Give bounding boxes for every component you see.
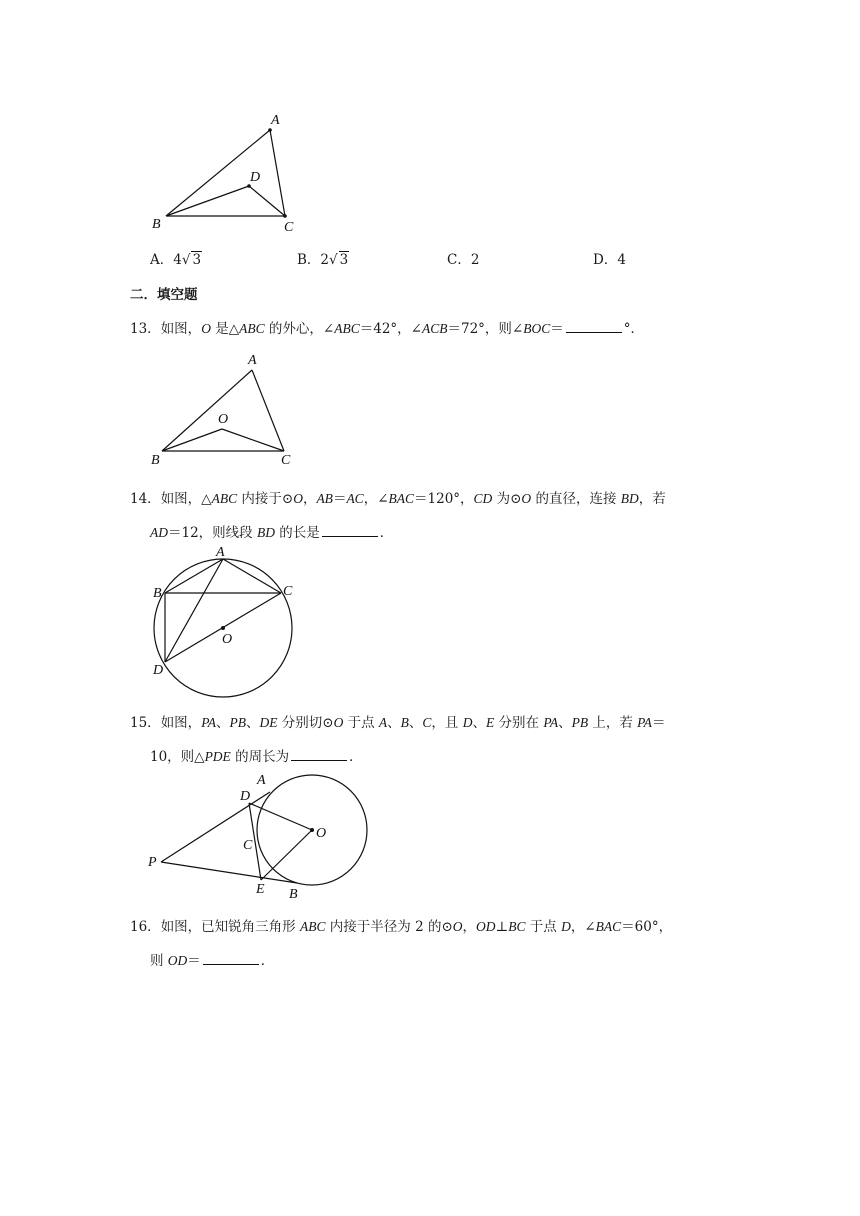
label-D: D [240, 789, 251, 804]
question-14-line-2: AD＝12，则线段 BD 的长是 ． [150, 525, 394, 541]
question-14-figure [148, 545, 308, 700]
question-15-figure [145, 770, 375, 905]
option-c[interactable]: C．2 [447, 252, 480, 268]
label-B: B [151, 453, 160, 468]
label-A: A [257, 773, 266, 788]
label-B: B [289, 887, 298, 902]
question-13-text: 13．如图，O 是△ABC 的外心，∠ABC＝42°，∠ACB＝72°，则∠BOC＝ °． [130, 321, 644, 337]
question-13-figure [148, 350, 308, 470]
question-14-line-1: 14．如图，△ABC 内接于⊙O，AB＝AC，∠BAC＝120°，CD 为⊙O 的直径，连接 BD，若 [130, 491, 666, 507]
option-d[interactable]: D．4 [593, 252, 626, 268]
label-A: A [248, 353, 257, 368]
label-O: O [218, 412, 229, 427]
answer-blank-15[interactable] [291, 748, 347, 761]
question-16-line-2: 则 OD＝ ． [150, 953, 275, 969]
label-O: O [316, 826, 327, 841]
option-a[interactable]: A．4√ 3 [150, 252, 202, 268]
label-B: B [152, 217, 161, 232]
answer-blank-16[interactable] [203, 952, 259, 965]
label-C: C [283, 584, 293, 599]
question-15-line-2: 10，则△PDE 的周长为 ． [150, 749, 363, 765]
label-D: D [250, 170, 261, 185]
label-C: C [281, 453, 291, 468]
label-A: A [271, 113, 280, 128]
answer-blank-13[interactable] [566, 320, 622, 333]
label-D: D [153, 663, 164, 678]
option-b[interactable]: B．2√ 3 [297, 252, 349, 268]
section-title: 二．填空题 [130, 287, 198, 303]
label-E: E [256, 882, 265, 897]
label-A: A [216, 545, 225, 560]
answer-blank-14[interactable] [322, 524, 378, 537]
label-O: O [222, 632, 233, 647]
label-C: C [243, 838, 253, 853]
prev-question-figure [148, 110, 308, 235]
label-P: P [148, 855, 157, 870]
question-16-line-1: 16．如图，已知锐角三角形 ABC 内接于半径为 2 的⊙O，OD⊥BC 于点 D，∠BAC＝60°， [130, 919, 673, 935]
label-C: C [284, 220, 294, 235]
question-15-line-1: 15．如图，PA、PB、DE 分别切⊙O 于点 A、B、C，且 D、E 分别在 PA、PB 上，若 PA＝ [130, 715, 666, 731]
label-B: B [153, 586, 162, 601]
